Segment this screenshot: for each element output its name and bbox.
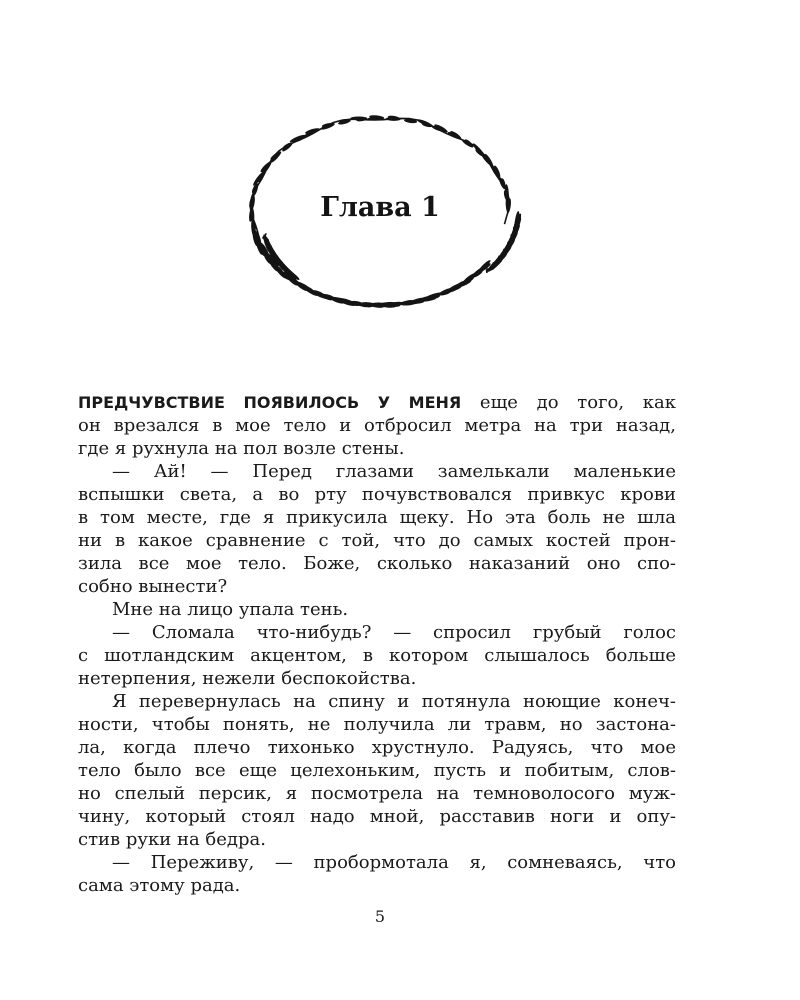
text-line: — Ай! — Перед глазами замелькали маленькие xyxy=(112,461,676,482)
text-line: нетерпения, нежели беспокойства. xyxy=(78,668,417,689)
text-line: ности, чтобы понять, не получила ли травм, но застона- xyxy=(78,714,676,735)
text-line: Я перевернулась на спину и потянула ноющие конеч- xyxy=(112,691,676,712)
text-line: стив руки на бедра. xyxy=(78,829,266,850)
page-number: 5 xyxy=(374,907,386,926)
chapter-title: Глава 1 xyxy=(320,192,440,223)
text-line: сама этому рада. xyxy=(78,875,241,896)
text-line-rest: еще до того, как xyxy=(461,392,676,413)
text-line: но спелый персик, я посмотрела на темноволосого муж- xyxy=(78,783,676,804)
text-line: ни в какое сравнение с той, что до самых костей прон- xyxy=(78,530,676,551)
text-line: вспышки света, а во рту почувствовался привкус крови xyxy=(78,484,676,505)
wreath-leaf xyxy=(416,118,433,128)
text-line: ла, когда плечо тихонько хрустнуло. Радуясь, что мое xyxy=(78,737,676,758)
text-line: с шотландским акцентом, в котором слышалось больше xyxy=(78,645,676,666)
body-text xyxy=(78,391,676,897)
text-line: — Переживу, — пробормотала я, сомневаясь, что xyxy=(112,852,676,873)
chapter-header xyxy=(225,95,535,325)
text-line: Мне на лицо упала тень. xyxy=(112,599,349,620)
text-line: — Сломала что-нибудь? — спросил грубый голос xyxy=(112,622,676,643)
wreath-stem xyxy=(252,225,487,307)
text-line: зила все мое тело. Боже, сколько наказаний оно спо- xyxy=(78,553,676,574)
text-line: собно вынести? xyxy=(78,576,228,597)
text-line: в том месте, где я прикусила щеку. Но эта боль не шла xyxy=(78,507,676,528)
text-line: он врезался в мое тело и отбросил метра на три назад, xyxy=(78,415,676,436)
text-line: чину, который стоял надо мной, расставив ноги и опу- xyxy=(78,806,676,827)
text-line: тело было все еще целехоньким, пусть и побитым, слов- xyxy=(78,760,676,781)
text-line xyxy=(78,391,676,414)
lead-in-caps: ПРЕДЧУВСТВИЕ ПОЯВИЛОСЬ У МЕНЯ xyxy=(78,393,462,412)
text-line: где я рухнула на пол возле стены. xyxy=(78,438,405,459)
